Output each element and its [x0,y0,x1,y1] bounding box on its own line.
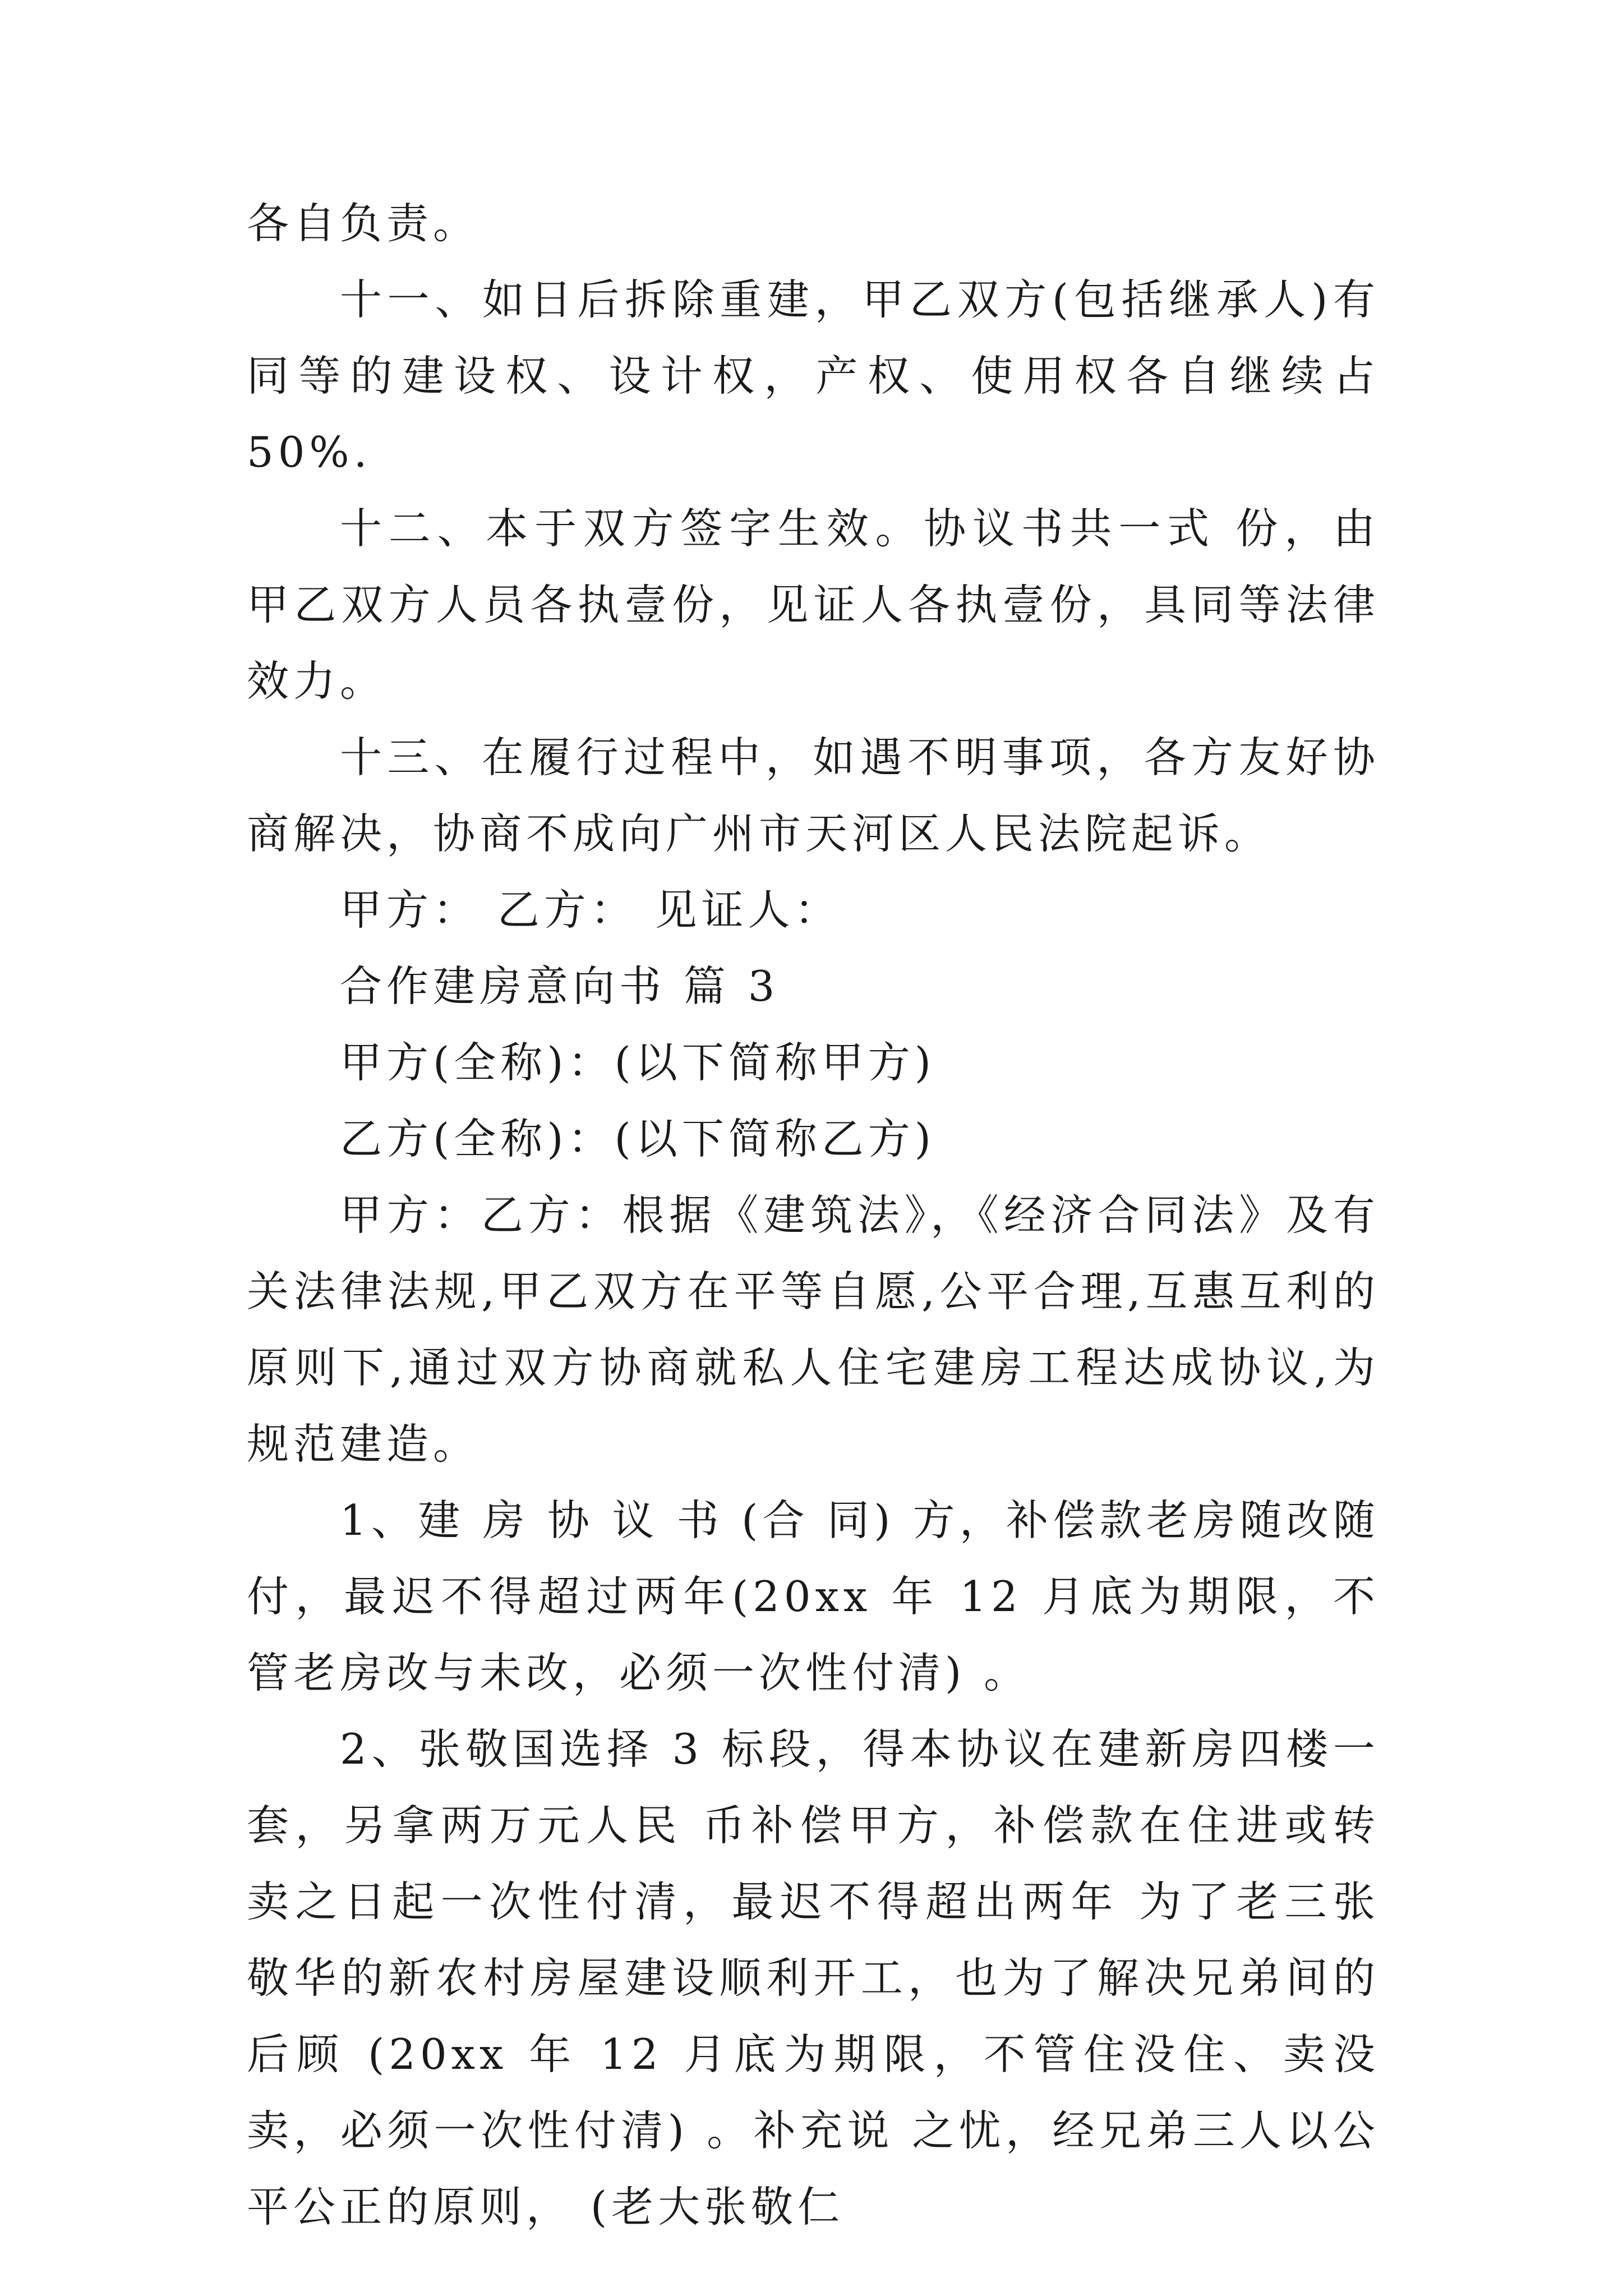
paragraph-clause-12: 十二、本于双方签字生效。协议书共一式 份，由甲乙双方人员各执壹份，见证人各执壹份，具同等法律效力。 [247,504,1380,706]
paragraph-clause-13: 十三、在履行过程中，如遇不明事项，各方友好协商解决，协商不成向广州市天河区人民法院起诉。 [247,733,1380,858]
party-b-line: 乙方(全称)：(以下简称乙方) [340,1114,936,1163]
paragraph-continuation: 各自负责。 [247,199,480,248]
party-a-line: 甲方(全称)：(以下简称甲方) [340,1038,936,1087]
paragraph-clause-11: 十一、如日后拆除重建，甲乙双方(包括继承人)有同等的建设权、设计权，产权、使用权各自继续占 50%. [247,275,1398,477]
paragraph-preamble: 甲方：乙方：根据《建筑法》，《经济合同法》及有关法律法规,甲乙双方在平等自愿,公平合理,互惠互利的原则下,通过双方协商就私人住宅建房工程达成协议,为规范建造。 [247,1190,1380,1469]
section-title: 合作建房意向书 篇 3 [340,961,780,1011]
paragraph-item-2: 2、张敬国选择 3 标段，得本协议在建新房四楼一套，另拿两万元人民 币补偿甲方，补偿款在住进或转卖之日起一次性付清，最迟不得超出两年 为了老三张敬华的新农村房屋建设顺利开工，也为了解决兄弟间的后顾 (20xx 年 12 月底为期限，不管住没住、卖没卖，必须一次性付清) 。补充说 之忧，经兄弟三人以公平公正的原则， (老大张敬仁 [247,1724,1380,2231]
signature-line: 甲方： 乙方： 见证人： [340,885,841,935]
paragraph-item-1: 1、建 房 协 议 书 (合 同) 方，补偿款老房随改随付，最迟不得超过两年(20xx 年 12 月底为期限，不 管老房改与未改，必须一次性付清) 。 [247,1496,1398,1697]
document-body [247,185,1398,2245]
